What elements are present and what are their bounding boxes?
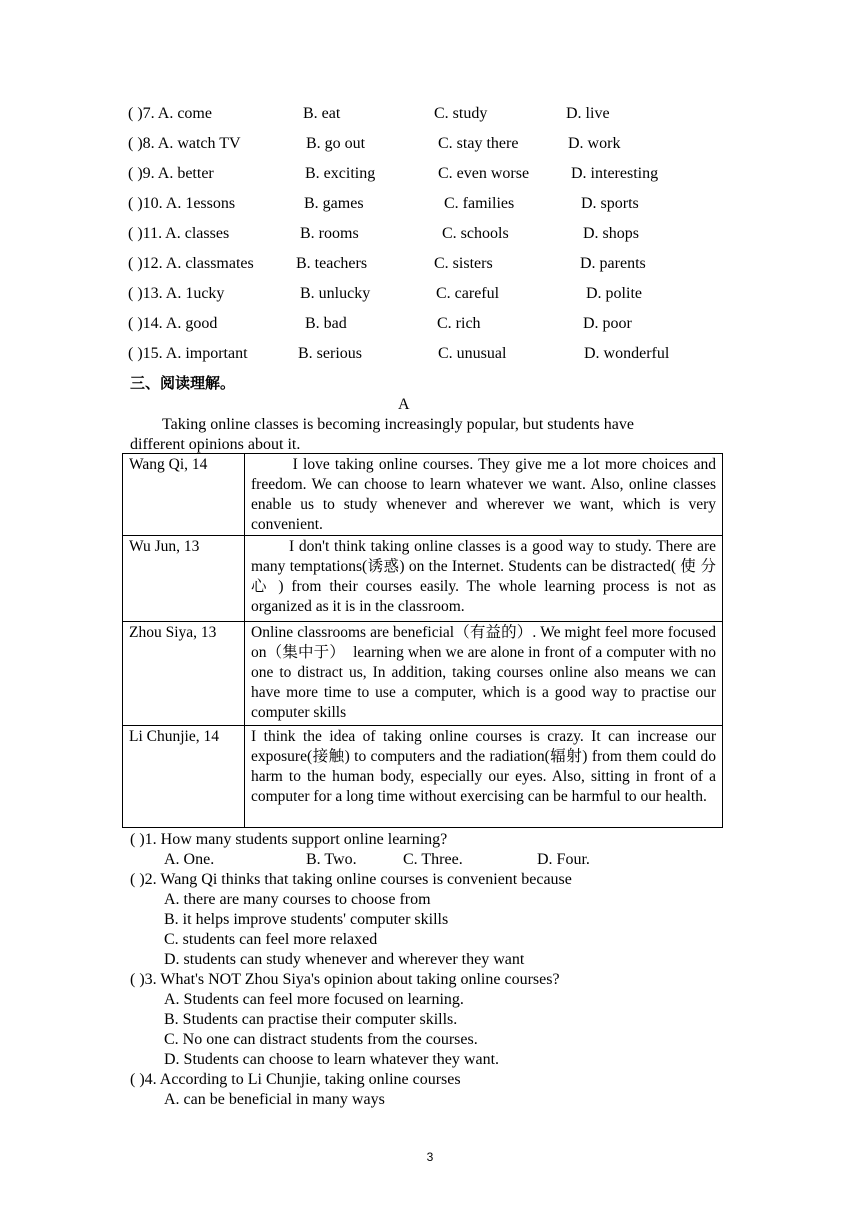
cloze-item-13-d: D. polite [586,285,642,302]
question-3-option-c: C. No one can distract students from the courses. [164,1031,478,1048]
student-opinion: Online classrooms are beneficial（有益的）. We might feel more focused on（集中于） learning when we are alone in front of a computer with no one to distract us, In addition, taking courses online also means we can have more time to use a computer, which is a good way to practise our computer skills [245,622,723,726]
question-3-option-b: B. Students can practise their computer skills. [164,1011,458,1028]
cloze-item-9-d: D. interesting [571,165,659,182]
question-1-option-b: B. Two. [306,851,357,868]
cloze-item-8-d: D. work [568,135,621,152]
cloze-item-14-b: B. bad [305,315,347,332]
student-opinion: I love taking online courses. They give me a lot more choices and freedom. We can choose to learn whatever we want. Also, online classes enable us to study whenever and wherever we want, which is very convenient. [245,454,723,536]
cloze-item-10-c: C. families [444,195,515,212]
table-row [123,726,723,828]
cloze-item-8-b: B. go out [306,135,366,152]
table-row [123,454,723,536]
question-3-option-a: A. Students can feel more focused on learning. [164,991,464,1008]
cloze-item-7-b: B. eat [303,105,341,122]
question-2-stem: ( )2. Wang Qi thinks that taking online courses is convenient because [130,871,572,888]
cloze-item-8-a: ( )8. A. watch TV [128,135,241,152]
student-opinion: I don't think taking online classes is a good way to study. There are many temptations(诱惑) on the Internet. Students can be distracted( 使 分 心 ) from their courses easily. The whole learning process is not as organized as it is in the classroom. [245,536,723,622]
question-2-option-a: A. there are many courses to choose from [164,891,431,908]
opinions-table [122,453,723,828]
cloze-item-9-a: ( )9. A. better [128,165,214,182]
question-3-stem: ( )3. What's NOT Zhou Siya's opinion about taking online courses? [130,971,560,988]
cloze-item-15-b: B. serious [298,345,362,362]
cloze-item-10-d: D. sports [581,195,639,212]
cloze-item-15-d: D. wonderful [584,345,670,362]
question-4-stem: ( )4. According to Li Chunjie, taking online courses [130,1071,461,1088]
question-1-option-c: C. Three. [403,851,463,868]
student-name: Li Chunjie, 14 [123,726,245,828]
cloze-item-13-c: C. careful [436,285,500,302]
cloze-item-9-c: C. even worse [438,165,530,182]
intro-text-line-1: Taking online classes is becoming increasingly popular, but students have [162,416,634,433]
page-number: 3 [426,1150,434,1164]
cloze-item-9-b: B. exciting [305,165,376,182]
question-2-option-d: D. students can study whenever and wherever they want [164,951,525,968]
cloze-item-14-c: C. rich [437,315,481,332]
cloze-item-12-d: D. parents [580,255,646,272]
cloze-item-7-d: D. live [566,105,610,122]
cloze-item-7-a: ( )7. A. come [128,105,212,122]
cloze-item-13-b: B. unlucky [300,285,371,302]
cloze-item-11-d: D. shops [583,225,640,242]
question-1-stem: ( )1. How many students support online learning? [130,831,448,848]
cloze-item-12-a: ( )12. A. classmates [128,255,254,272]
student-opinion: I think the idea of taking online courses is crazy. It can increase our exposure(接触) to computers and the radiation(辐射) from them could do harm to the human body, especially our eyes. Also, sitting in front of a computer for a long time without exercising can be harmful to our health. [245,726,723,828]
cloze-item-11-b: B. rooms [300,225,359,242]
student-name: Wang Qi, 14 [123,454,245,536]
question-3-option-d: D. Students can choose to learn whatever they want. [164,1051,500,1068]
student-name: Zhou Siya, 13 [123,622,245,726]
cloze-item-14-a: ( )14. A. good [128,315,218,332]
cloze-item-8-c: C. stay there [438,135,519,152]
student-name: Wu Jun, 13 [123,536,245,622]
cloze-item-11-a: ( )11. A. classes [128,225,230,242]
cloze-item-13-a: ( )13. A. 1ucky [128,285,225,302]
cloze-item-11-c: C. schools [442,225,509,242]
cloze-item-10-b: B. games [304,195,364,212]
question-4-option-a: A. can be beneficial in many ways [164,1091,385,1108]
cloze-item-15-c: C. unusual [438,345,507,362]
question-1-option-a: A. One. [164,851,215,868]
cloze-item-14-d: D. poor [583,315,632,332]
passage-letter: A [398,396,410,413]
cloze-item-12-b: B. teachers [296,255,368,272]
question-2-option-c: C. students can feel more relaxed [164,931,378,948]
cloze-item-10-a: ( )10. A. 1essons [128,195,236,212]
intro-text-line-2: different opinions about it. [130,436,301,453]
section-heading: 三、阅读理解。 [130,376,236,392]
cloze-item-7-c: C. study [434,105,488,122]
table-row [123,622,723,726]
question-2-option-b: B. it helps improve students' computer skills [164,911,449,928]
cloze-item-12-c: C. sisters [434,255,493,272]
question-1-option-d: D. Four. [537,851,590,868]
table-row [123,536,723,622]
cloze-item-15-a: ( )15. A. important [128,345,248,362]
